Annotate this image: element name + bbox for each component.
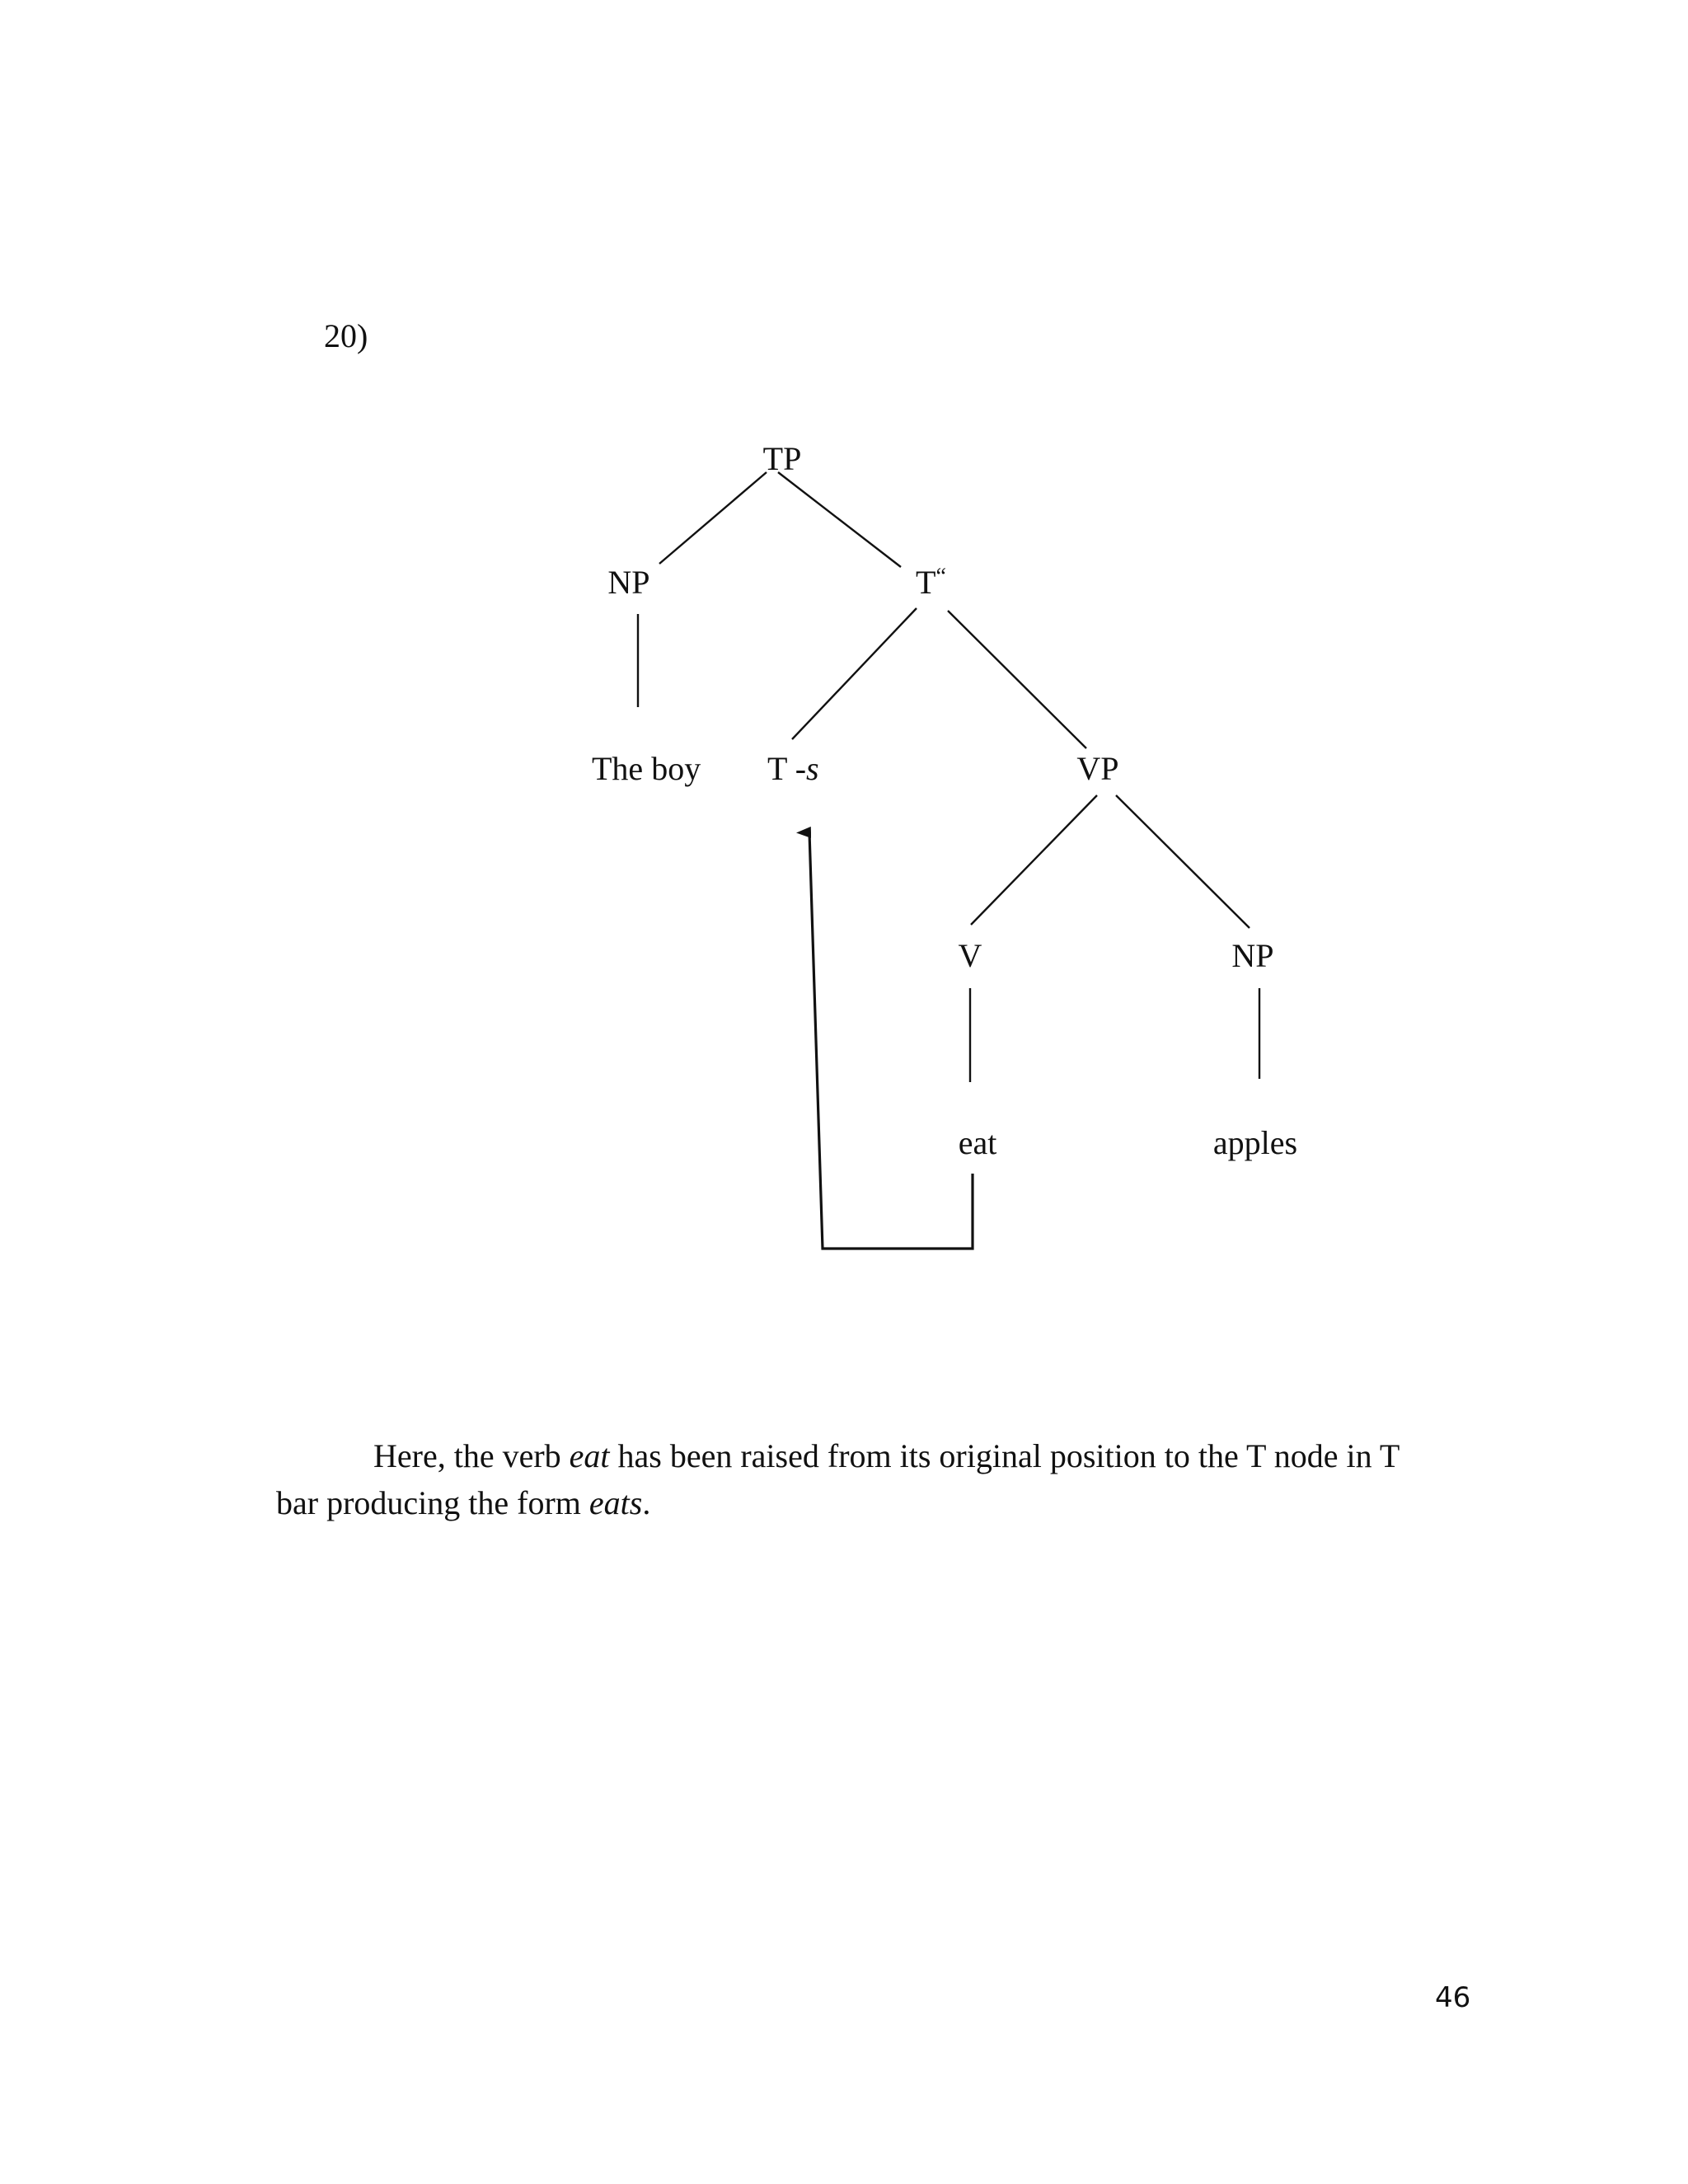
branch-tp-np bbox=[659, 472, 767, 564]
movement-arrow bbox=[809, 832, 973, 1249]
branch-vp-npobj bbox=[1116, 795, 1250, 928]
node-the-boy: The boy bbox=[592, 750, 701, 787]
example-number: 20) bbox=[324, 317, 368, 354]
node-tp: TP bbox=[762, 440, 802, 477]
page-number: 46 bbox=[1435, 1981, 1471, 2014]
node-np-object: NP bbox=[1231, 937, 1274, 974]
node-vp: VP bbox=[1076, 750, 1119, 787]
paragraph-text-1: Here, the verb bbox=[373, 1437, 570, 1474]
node-apples: apples bbox=[1212, 1124, 1298, 1161]
node-t-bar bbox=[916, 564, 946, 601]
node-t-head bbox=[767, 750, 819, 787]
paragraph-text-2: has been raised from its original position to the T node in T bar producing the form bbox=[276, 1437, 1400, 1521]
paragraph-text-3: . bbox=[642, 1484, 651, 1521]
explanation-paragraph bbox=[276, 1432, 1447, 1526]
branch-tp-tbar bbox=[778, 472, 901, 567]
node-t-bar-label: T bbox=[916, 564, 936, 601]
branch-tbar-thead bbox=[792, 608, 917, 739]
branch-vp-v bbox=[971, 795, 1097, 925]
node-t-bar-mark: “ bbox=[935, 564, 946, 589]
node-np-subject: NP bbox=[607, 564, 650, 601]
paragraph-term-eat: eat bbox=[569, 1437, 610, 1474]
node-t-head-label: T - bbox=[767, 750, 807, 787]
node-t-head-suffix: s bbox=[806, 750, 819, 787]
node-eat: eat bbox=[958, 1124, 997, 1161]
node-v: V bbox=[958, 937, 982, 974]
paragraph-term-eats: eats bbox=[588, 1484, 643, 1521]
branch-tbar-vp bbox=[948, 611, 1086, 748]
